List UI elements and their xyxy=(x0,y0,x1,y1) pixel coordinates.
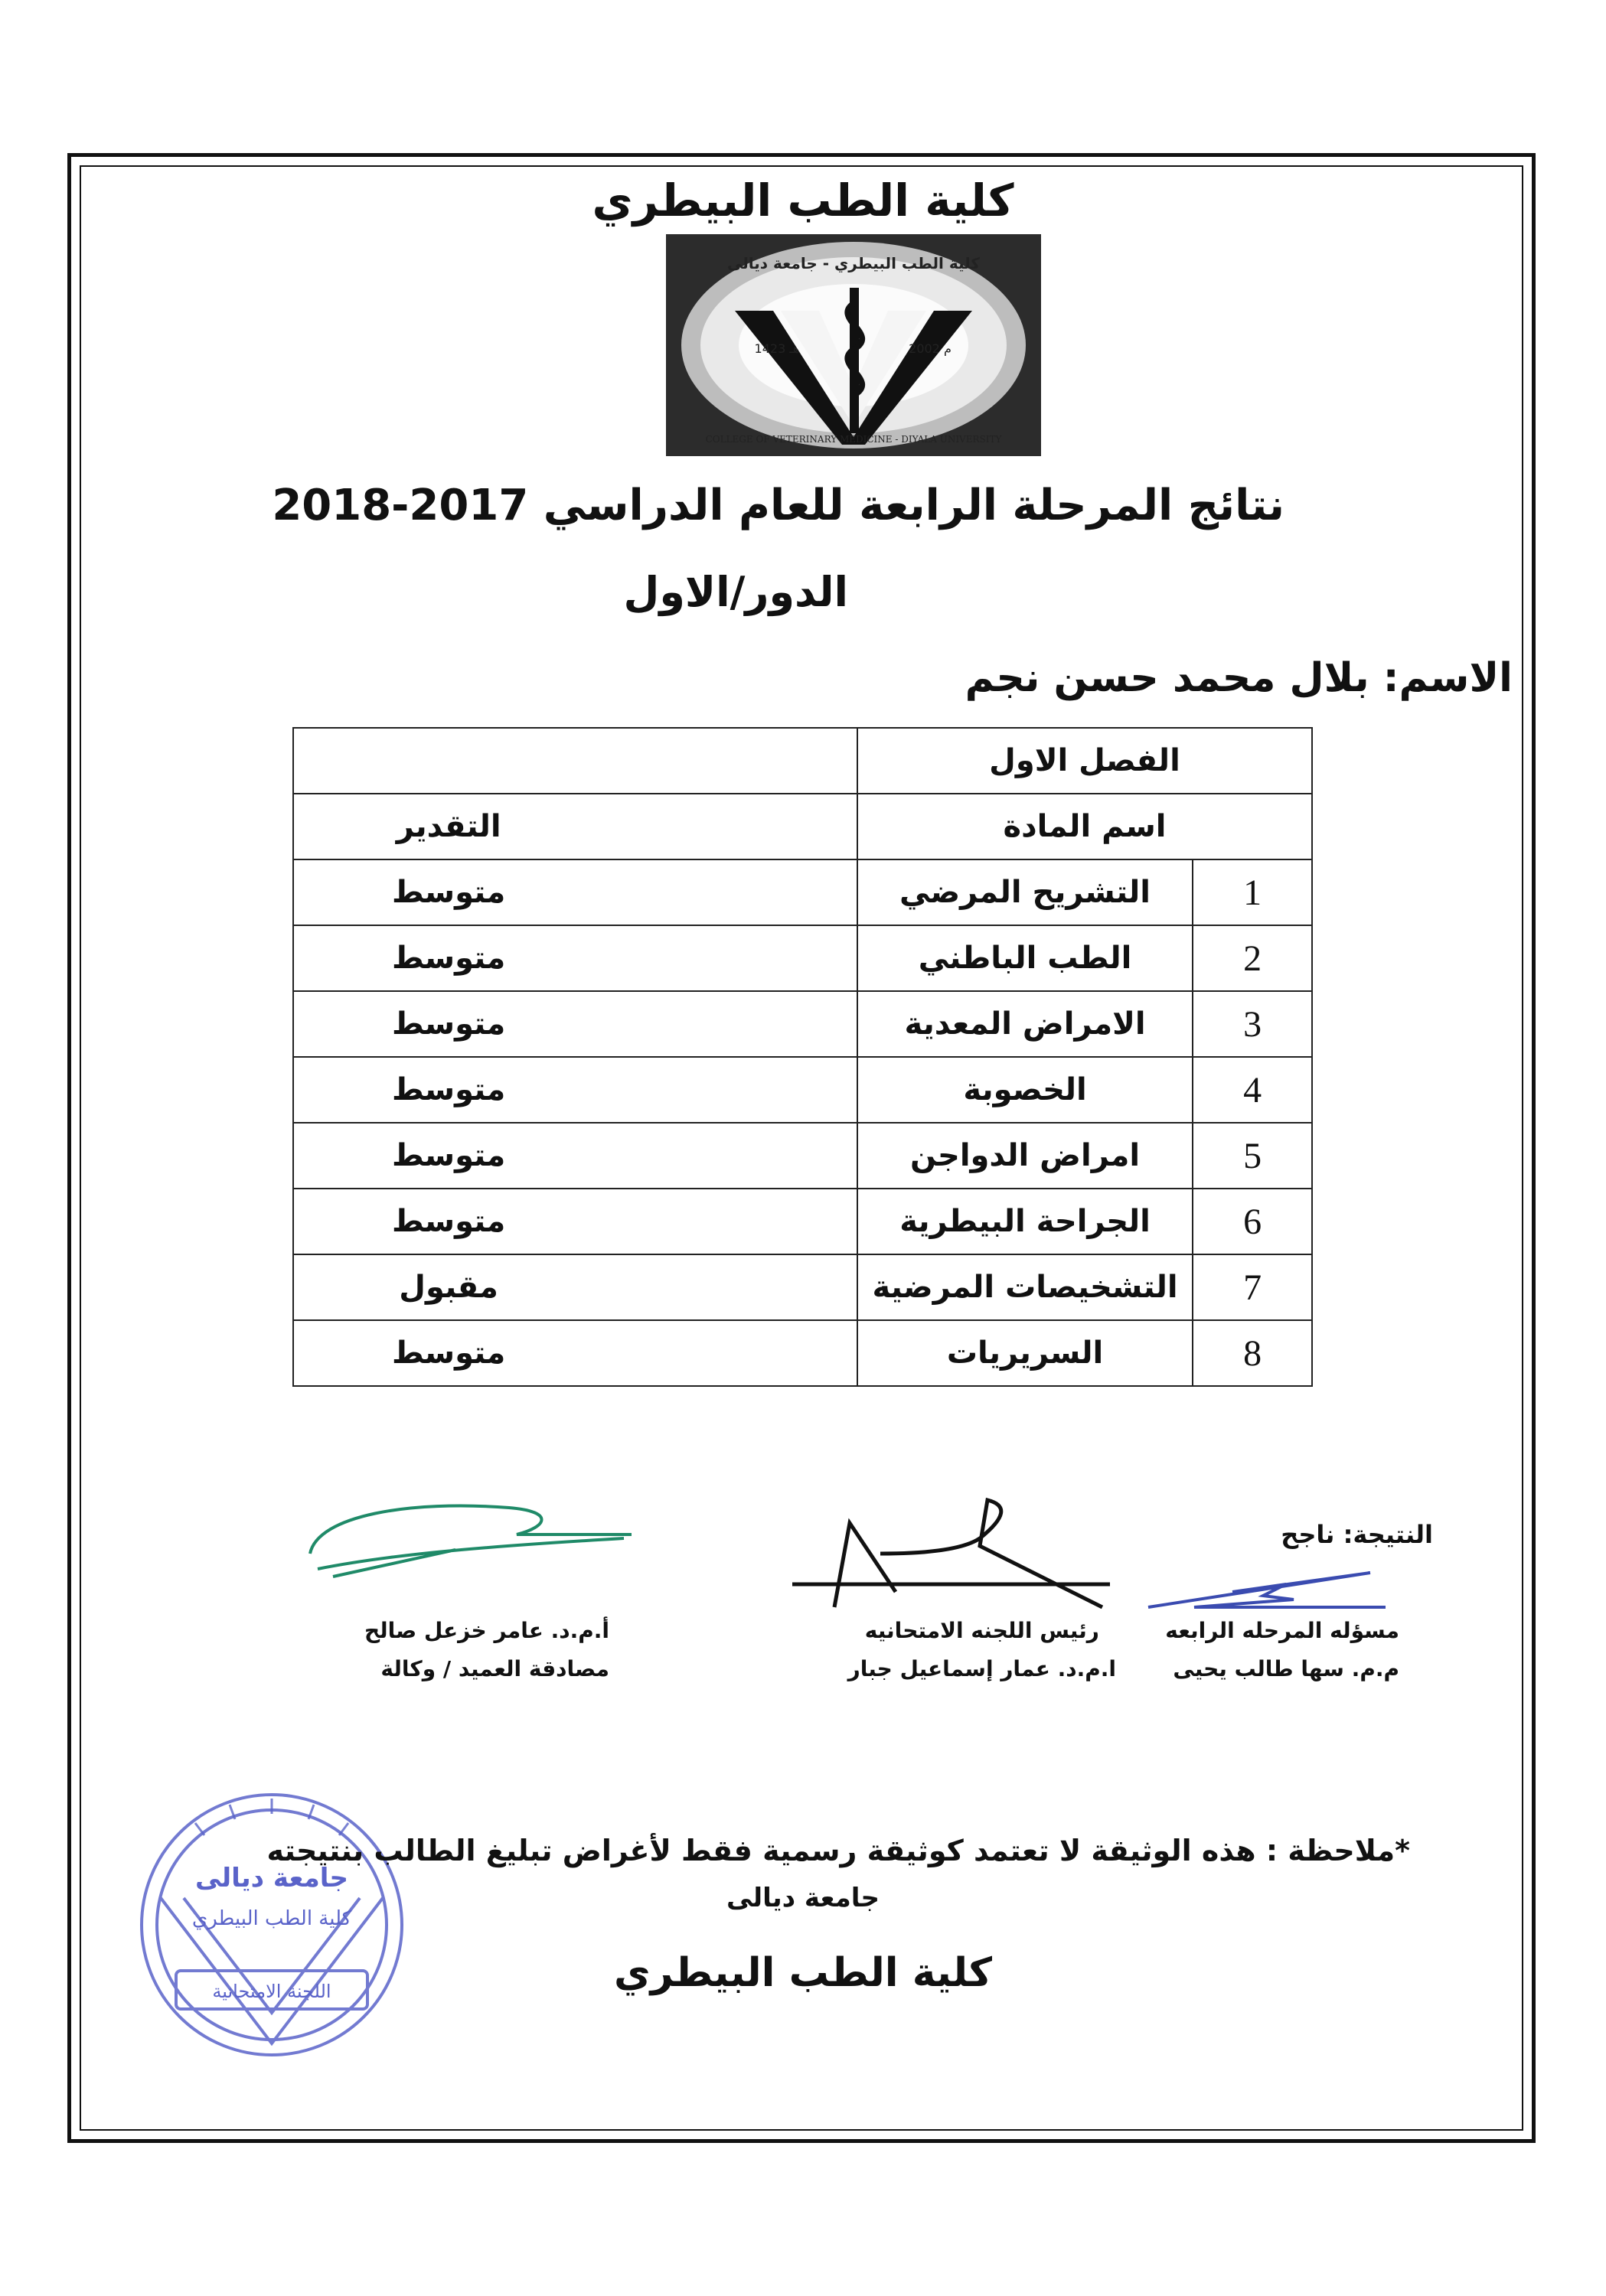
stage-officer-block xyxy=(1165,1612,1399,1688)
grade-column-header: التقدير xyxy=(293,794,857,859)
row-number: 1 xyxy=(1193,859,1312,925)
row-number: 7 xyxy=(1193,1254,1312,1320)
grade-value-cell xyxy=(293,1254,857,1320)
grade-value-cell xyxy=(293,925,857,991)
college-logo xyxy=(666,234,1041,456)
table-row xyxy=(293,991,1312,1057)
semester-header: الفصل الاول xyxy=(857,728,1312,794)
subject-name: الامراض المعدية xyxy=(857,991,1193,1057)
stage-officer-title: مسؤله المرحله الرابعه xyxy=(1165,1618,1399,1643)
semester-header-row xyxy=(293,728,1312,794)
grade-value: متوسط xyxy=(391,1072,506,1107)
college-title-footer: كلية الطب البيطري xyxy=(614,1950,992,1996)
grade-value-cell xyxy=(293,1189,857,1254)
row-number: 5 xyxy=(1193,1123,1312,1189)
exam-committee-stamp xyxy=(130,1783,413,2066)
grade-value-cell xyxy=(293,859,857,925)
dean-title: مصادقة العميد / وكالة xyxy=(380,1656,609,1681)
table-row xyxy=(293,1320,1312,1386)
grade-value-cell xyxy=(293,991,857,1057)
grade-value: متوسط xyxy=(391,1006,506,1042)
committee-head-block xyxy=(848,1612,1116,1688)
table-row xyxy=(293,859,1312,925)
subject-name: التشخيصات المرضية xyxy=(857,1254,1193,1320)
table-row xyxy=(293,1189,1312,1254)
committee-head-name: ا.م.د. عمار إسماعيل جبار xyxy=(847,1656,1116,1681)
table-row xyxy=(293,1057,1312,1123)
disclaimer-note: *ملاحظة : هذه الوثيقة لا تعتمد كوثيقة رسمية فقط لأغراض تبليغ الطالب بنتيجته xyxy=(266,1834,1410,1867)
grade-value: متوسط xyxy=(391,1138,506,1173)
grade-value: مقبول xyxy=(399,1270,498,1305)
dean-name: أ.م.د. عامر خزعل صالح xyxy=(364,1618,609,1643)
exam-round: الدور/الاول xyxy=(623,568,848,616)
grade-value: متوسط xyxy=(391,1336,506,1371)
row-number: 4 xyxy=(1193,1057,1312,1123)
subject-column-header: اسم المادة xyxy=(857,794,1312,859)
row-number: 8 xyxy=(1193,1320,1312,1386)
dean-block xyxy=(364,1612,609,1688)
row-number: 6 xyxy=(1193,1189,1312,1254)
empty-header-cell xyxy=(293,728,857,794)
subject-name: الطب الباطني xyxy=(857,925,1193,991)
logo-year-right: 2002 م xyxy=(909,341,952,356)
student-name: الاسم: بلال محمد حسن نجم xyxy=(965,655,1513,701)
stamp-line3: اللجنة الامتحانية xyxy=(212,1981,331,2002)
subject-name: الجراحة البيطرية xyxy=(857,1189,1193,1254)
subject-name: الخصوبة xyxy=(857,1057,1193,1123)
stamp-line1: جامعة ديالى xyxy=(194,1863,349,1893)
grade-value-cell xyxy=(293,1057,857,1123)
grade-value: متوسط xyxy=(391,875,506,910)
subject-name: التشريح المرضي xyxy=(857,859,1193,925)
logo-arc-bottom-text: COLLEGE OF VETERINARY MEDICINE - DIYALA UNIVERSITY xyxy=(705,434,1002,445)
grade-value-cell xyxy=(293,1123,857,1189)
dean-signature xyxy=(302,1492,639,1615)
college-title-header: كلية الطب البيطري xyxy=(592,174,1014,227)
subject-name: السريريات xyxy=(857,1320,1193,1386)
committee-head-title: رئيس اللجنه الامتحانيه xyxy=(864,1618,1099,1643)
grade-value: متوسط xyxy=(391,941,506,976)
university-name: جامعة ديالى xyxy=(726,1883,880,1913)
grade-value-cell xyxy=(293,1320,857,1386)
stage-officer-name: م.م. سها طالب يحيى xyxy=(1173,1656,1399,1681)
table-row xyxy=(293,1123,1312,1189)
committee-head-signature xyxy=(788,1492,1125,1623)
grade-value: متوسط xyxy=(391,1204,506,1239)
final-result: النتيجة: ناجح xyxy=(1281,1520,1433,1549)
subject-name: امراض الدواجن xyxy=(857,1123,1193,1189)
table-row xyxy=(293,1254,1312,1320)
stamp-line2: كلية الطب البيطري xyxy=(191,1907,352,1930)
logo-arc-top-text: كلية الطب البيطري - جامعة ديالى xyxy=(727,254,980,272)
row-number: 2 xyxy=(1193,925,1312,991)
row-number: 3 xyxy=(1193,991,1312,1057)
column-header-row xyxy=(293,794,1312,859)
results-title: نتائج المرحلة الرابعة للعام الدراسي 2017-2018 xyxy=(272,481,1284,530)
table-row xyxy=(293,925,1312,991)
logo-year-left: 1423 هـ xyxy=(754,341,800,356)
grades-table xyxy=(292,727,1313,1387)
